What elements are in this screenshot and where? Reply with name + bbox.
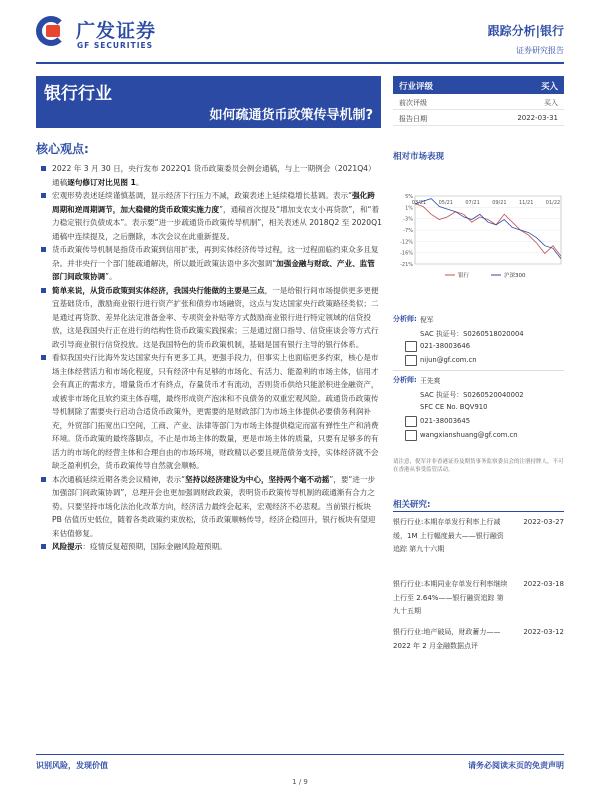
legend-label: 沪深300 [504, 273, 526, 279]
page-number: 1 / 9 [292, 778, 308, 786]
x-tick-label: 07/21 [465, 200, 480, 206]
bullet-emphasis: 强化跨周期和逆周期调节，加大稳健的货币政策实施力度 [52, 191, 375, 214]
analyst-sfc: SFC CE No. BQV910 [420, 403, 488, 411]
report-type-block [488, 22, 564, 56]
y-tick-label: -16% [400, 250, 413, 257]
y-tick-label: -7% [403, 228, 413, 234]
industry-name: 银行行业 [44, 84, 112, 104]
bullet-text: 2022 年 3 月 30 日，央行发布 2022Q1 货币政策委员会例会通稿，与上一期例会（2021Q4）通稿 [52, 164, 376, 187]
y-tick-label: 1% [405, 205, 413, 212]
analyst-phone: 021-38003645 [420, 417, 471, 425]
bullet-emphasis: 简单来说，从货币政策到实体经济，我国央行能做的主要是三点 [52, 285, 265, 295]
bullet-text: ”，通稿首次提及“增加支农支小再贷款”，和“着力稳定银行负债成本”。表示要“进一步疏通货币政策传导机制”，相关表述从 2018Q2 至 2020Q1 通稿中连续提及，之后删除，本次会议在此重新提及。 [52, 204, 382, 241]
bullet-emphasis: 坚持以经济建设为中心，坚持两个毫不动摇 [185, 474, 330, 484]
y-tick-label: -12% [400, 239, 413, 246]
footer-slogan: 识别风险，发现价值 [36, 761, 108, 770]
core-view-bullet [40, 243, 382, 284]
x-tick-label: 09/21 [492, 200, 507, 206]
y-tick-label: -21% [400, 262, 413, 268]
brand-name-cn: 广发证券 [76, 20, 157, 42]
related-item[interactable] [393, 626, 564, 653]
rating-row-value: 买入 [544, 99, 558, 107]
email-icon [405, 355, 417, 366]
header-divider [36, 62, 564, 64]
bullet-emphasis: 风险提示 [52, 542, 83, 551]
analyst-name: 王先爽 [420, 377, 441, 385]
report-type: 跟踪分析|银行 [487, 24, 564, 38]
series-line [415, 199, 561, 259]
bullet-text: ，一是给银行间市场提供更多更便宜基础货币，激励商业银行进行资产扩张和债券市场融资，这点与发达国家央行政策路径类似；二是通过再贷款、差异化法定准备金率、专项资金补贴等方式鼓励商业银行进行特定领域的信贷投放，这是我国央行正在进行的结构性货币政策实践探索；三是通过窗口指导、信贷座谈会等方式行政引导商业银行信贷投放。这是我国特色的货币政策机制，基础是国有银行主导的银行体系。 [52, 285, 379, 349]
chart-heading: 相对市场表现 [393, 152, 445, 162]
logo-accent [46, 25, 60, 37]
bullet-emphasis: 加强金融与财政、产业、监管部门间政策协调 [52, 258, 375, 281]
rating-box [393, 76, 564, 126]
core-view-bullet [40, 189, 382, 243]
analyst-cert: SAC 执证号：S0260520040002 [420, 391, 524, 399]
report-subtype: 证券研究报告 [516, 46, 564, 55]
bullet-text: 宏观形势表述延续谨慎基调，显示经济下行压力不减，政策表述上延续稳增长基调。表示“ [52, 191, 353, 200]
bullet-text: ”。 [105, 272, 117, 281]
analyst-block [393, 312, 564, 443]
rating-row [393, 94, 564, 110]
footer-disclaimer-link[interactable]: 请务必阅读末页的免责声明 [468, 761, 564, 770]
related-item-title[interactable]: 银行行业:地产破局，财政蓄力——2022 年 2 月金融数据点评 [393, 628, 501, 650]
analyst-label: 分析师: [393, 315, 417, 323]
core-view-list [40, 162, 382, 554]
related-item[interactable] [393, 516, 564, 557]
rating-row [393, 110, 564, 126]
rating-row-label: 前次评级 [399, 99, 427, 107]
x-tick-label: 05/21 [438, 200, 454, 206]
x-tick-label: 03/21 [411, 200, 427, 206]
rating-value: 买入 [540, 82, 558, 92]
phone-icon [405, 416, 417, 427]
rating-row-value: 2022-03-31 [517, 114, 558, 122]
phone-icon [405, 341, 417, 352]
core-view-bullet [40, 162, 382, 189]
related-item[interactable] [393, 578, 564, 619]
analyst-email[interactable]: wangxianshuang@gf.com.cn [420, 431, 518, 439]
related-item-title[interactable]: 银行行业:本期存单发行利率上行减缓，1M 上行幅度最大——银行融资追踪 第九十六期 [393, 518, 504, 553]
title-banner [36, 76, 381, 128]
core-view-bullet [40, 540, 382, 554]
company-logo [36, 16, 176, 52]
rating-row-label: 报告日期 [399, 115, 427, 123]
core-view-bullet [40, 284, 382, 352]
related-item-date: 2022-03-12 [523, 628, 564, 636]
related-heading: 相关研究: [393, 498, 564, 512]
brand-name-en: GF SECURITIES [77, 41, 154, 50]
bullet-text: ：疫情反复超预期，国际金融风险超预期。 [82, 542, 227, 551]
analyst-name: 倪军 [420, 316, 434, 324]
x-tick-label: 01/22 [545, 200, 561, 206]
report-title: 如何疏通货币政策传导机制? [209, 108, 373, 123]
legend-label: 银行 [458, 273, 470, 279]
bullet-text: 。 [135, 177, 144, 187]
bullet-text: 看似我国央行比海外发达国家央行有更多工具，更强手段力，但事实上也面临更多约束，核心是市场主体经营活力和市场化程度，只有经济中有足够的市场化、有活力、能盈利的市场主体，信用才会有真正的需求方，增量货币才有終点，存量货币才有流动，否则货币供给只能淤积进金融资产，或被非市场化且软约束主体吞噬，最终形成资产泡沫和不良债务的双重宏观风险。疏通货币政策传导机制除了需要央行启动合适货币政策外，更需要的是财政部门为市场主体提供必要债务利润补充，外贸部门拓宽出口空间，工商、产业、法律等部门为市场主体提供稳定而富有弹性生产和消费环境。货币政策的最终落脚点，不止是市场主体的数量，更是市场主体的质量，只要有足够多的有活力的市场化的经营主体和合理自由的市场环境，财政精以必要且规范债务支持，实体经济就不会缺乏盈利机会，货币政策传导自然就会顺畅。 [52, 353, 379, 470]
core-view-bullet [40, 473, 382, 541]
rating-label: 行业评级 [399, 82, 434, 92]
analyst-label: 分析师: [393, 376, 417, 384]
related-item-title[interactable]: 银行行业:本期同业存单发行利率继续上行至 2.64%——银行融资追踪 第九十五期 [393, 580, 508, 615]
core-view-heading: 核心观点: [36, 142, 89, 156]
relative-performance-chart [393, 190, 564, 280]
y-tick-label: -3% [403, 216, 413, 223]
bullet-emphasis: 逐句修订对比见图 1 [67, 177, 136, 187]
core-view-bullet [40, 351, 382, 473]
analyst-disclaimer: 请注意，倪军并非香港证券及期货事务监察委员会的注册持牌人，不可在香港从事受监管活动。 [393, 459, 564, 473]
analyst-email[interactable]: nijun@gf.com.cn [420, 356, 477, 364]
y-tick-label: 5% [405, 194, 413, 200]
rating-header [393, 76, 564, 94]
related-item-date: 2022-03-18 [523, 580, 564, 588]
x-tick-label: 11/21 [518, 200, 534, 206]
bullet-text: 本次通稿延续近期各类会议精神，表示“ [52, 474, 186, 484]
bullet-text: ”，要“进一步加强部门间政策协调”，总理开会也更加强调财政政策，表明货币政策传导机制的疏通渐有合力之势。只要坚持市场化法治化改革方向，经济活力最终会起来，宏观经济不必悲观。当前银行板块 PB 估值历史低位，随着各类政策约束放松，货币政策顺畅传导，经济企稳回升，银行板块有望迎来估值修复。 [52, 474, 376, 538]
analyst-phone: 021-38003646 [420, 342, 471, 350]
analyst-cert: SAC 执证号：S0260518020004 [420, 330, 524, 338]
bullet-text: 货币政策传导机制是指货币政策到信用扩张，再到实体经济传导过程，这一过程面临约束众多且复杂。并非央行一个部门能疏通解决，所以最近政策法语中多次强调“ [52, 245, 379, 268]
email-icon [405, 430, 417, 441]
footer-divider [36, 754, 564, 755]
related-item-date: 2022-03-27 [523, 518, 564, 526]
